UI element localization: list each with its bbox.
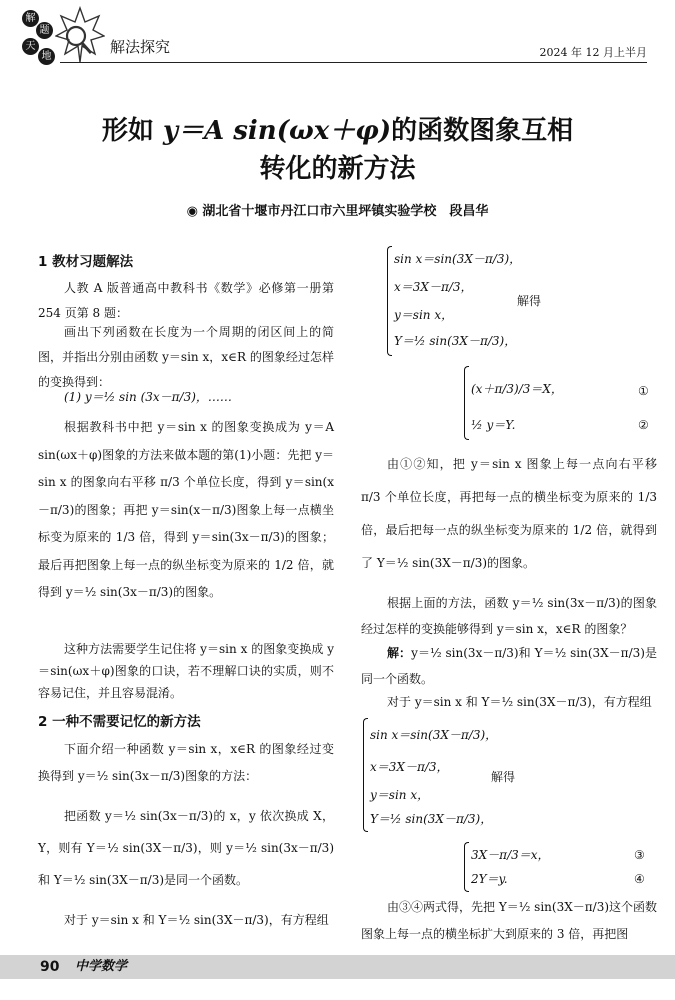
maple-leaf-icon bbox=[55, 6, 105, 62]
section-2-heading: 2 一种不需要记忆的新方法 bbox=[38, 714, 201, 730]
badge-char-4: 地 bbox=[38, 48, 55, 65]
paragraph-2: 画出下列函数在长度为一个周期的闭区间上的简图，并指出分别由函数 y＝sin x，x∈R 的图象经过怎样的变换得到： bbox=[38, 325, 334, 389]
paragraph-3: 根据教科书中把 y＝sin x 的图象变换成为 y＝A sin(ωx＋φ)图象的方法来做本题的第(1)小题：先把 y＝sin x 的图象向右平移 π/3 个单位长度，得到 y＝sin(x－π/3)的图象；再把 y＝sin(x－π/3)图象上每一点横坐标变为原来的 1/3 倍，得到 y＝sin(3x－π/3)的图象；最后再把图象上每一点的纵坐标变为原来的 1/2 倍，就得到 y＝½ sin(3x－π/3)的图象。 bbox=[38, 420, 334, 599]
byline: ◉ 湖北省十堰市丹江口市六里坪镇实验学校 段昌华 bbox=[186, 204, 489, 219]
paragraph-1: 人教 A 版普通高中教科书《数学》必修第一册第 254 页第 8 题： bbox=[38, 281, 334, 320]
title-math: y＝A sin(ωx＋φ) bbox=[162, 116, 392, 146]
system-1-brace bbox=[387, 246, 392, 356]
solution-2-eq-2: 2Y＝y. bbox=[471, 872, 508, 886]
paragraph-10-text: y＝½ sin(3x－π/3)和 Y＝½ sin(3X－π/3)是同一个函数。 bbox=[361, 646, 657, 686]
page-number: 90 bbox=[40, 959, 60, 975]
paragraph-6: 把函数 y＝½ sin(3x－π/3)的 x，y 依次换成 X，Y，则有 Y＝½ sin(3X－π/3)，则 y＝½ sin(3x－π/3)和 Y＝½ sin(3X－π/3)是同一个函数。 bbox=[38, 809, 334, 887]
title-suffix: 的函数图象互相 bbox=[391, 116, 574, 146]
system-2-eq-2: x＝3X－π/3， bbox=[370, 760, 449, 774]
answer-label: 解： bbox=[387, 646, 412, 660]
header-rule bbox=[60, 62, 647, 63]
article-title bbox=[0, 112, 675, 188]
paragraph-5: 下面介绍一种函数 y＝sin x，x∈R 的图象经过变换得到 y＝½ sin(3x－π/3)图象的方法： bbox=[38, 742, 334, 783]
system-2-eq-3: y＝sin x， bbox=[370, 788, 430, 802]
issue-date: 2024 年 12 月上半月 bbox=[539, 46, 647, 59]
badge-char-2: 题 bbox=[36, 22, 53, 39]
title-prefix: 形如 bbox=[101, 116, 163, 146]
section-1-heading: 1 教材习题解法 bbox=[38, 254, 134, 270]
magazine-logo: 中学数学 bbox=[75, 959, 128, 974]
solution-1-eq-1: (x＋π/3)/3＝X， bbox=[471, 382, 563, 396]
system-2-eq-1: sin x＝sin(3X－π/3)， bbox=[370, 728, 498, 742]
paragraph-12: 由③④两式得，先把 Y＝½ sin(3X－π/3)这个函数图象上每一点的横坐标扩大到原来的 3 倍，再把图 bbox=[361, 900, 658, 941]
marker-2: ② bbox=[638, 418, 649, 432]
marker-3: ③ bbox=[634, 848, 645, 862]
solve-label-1: 解得 bbox=[517, 294, 542, 308]
paragraph-8: 由①②知，把 y＝sin x 图象上每一点向右平移 π/3 个单位长度，再把每一点的横坐标变为原来的 1/3 倍，最后把每一点的纵坐标变为原来的 1/2 倍，就得到了 Y＝½ sin(3X－π/3)的图象。 bbox=[361, 457, 657, 570]
system-2-eq-4: Y＝½ sin(3X－π/3)， bbox=[370, 812, 493, 826]
paragraph-9: 根据上面的方法，函数 y＝½ sin(3x－π/3)的图象经过怎样的变换能够得到 y＝sin x，x∈R 的图象？ bbox=[361, 596, 657, 636]
solve-label-2: 解得 bbox=[491, 770, 516, 784]
solution-1-eq-2: ½ y＝Y. bbox=[471, 418, 516, 432]
solution-2-brace bbox=[464, 842, 469, 892]
badge-char-3: 天 bbox=[22, 38, 39, 55]
system-1-eq-3: y＝sin x， bbox=[394, 308, 454, 322]
marker-4: ④ bbox=[634, 872, 645, 886]
system-1-eq-2: x＝3X－π/3， bbox=[394, 280, 473, 294]
system-2-brace bbox=[363, 718, 368, 832]
paragraph-4: 这种方法需要学生记住将 y＝sin x 的图象变换成 y＝sin(ωx＋φ)图象的口诀，若不理解口诀的实质，则不容易记住，并且容易混淆。 bbox=[38, 642, 334, 700]
solution-1-brace bbox=[464, 366, 469, 440]
section-name: 解法探究 bbox=[110, 38, 171, 56]
paragraph-11: 对于 y＝sin x 和 Y＝½ sin(3X－π/3)，有方程组 bbox=[387, 695, 652, 709]
solution-2-eq-1: 3X－π/3＝x， bbox=[471, 848, 550, 862]
marker-1: ① bbox=[638, 384, 649, 398]
system-1-eq-4: Y＝½ sin(3X－π/3)， bbox=[394, 334, 517, 348]
title-line2: 转化的新方法 bbox=[259, 154, 416, 184]
paragraph-7: 对于 y＝sin x 和 Y＝½ sin(3X－π/3)，有方程组 bbox=[64, 913, 329, 927]
exercise-1: (1) y＝½ sin (3x－π/3)，…… bbox=[64, 390, 232, 404]
system-1-eq-1: sin x＝sin(3X－π/3)， bbox=[394, 252, 522, 266]
paragraph-10 bbox=[361, 640, 657, 692]
badge-char-1: 解 bbox=[22, 10, 39, 27]
